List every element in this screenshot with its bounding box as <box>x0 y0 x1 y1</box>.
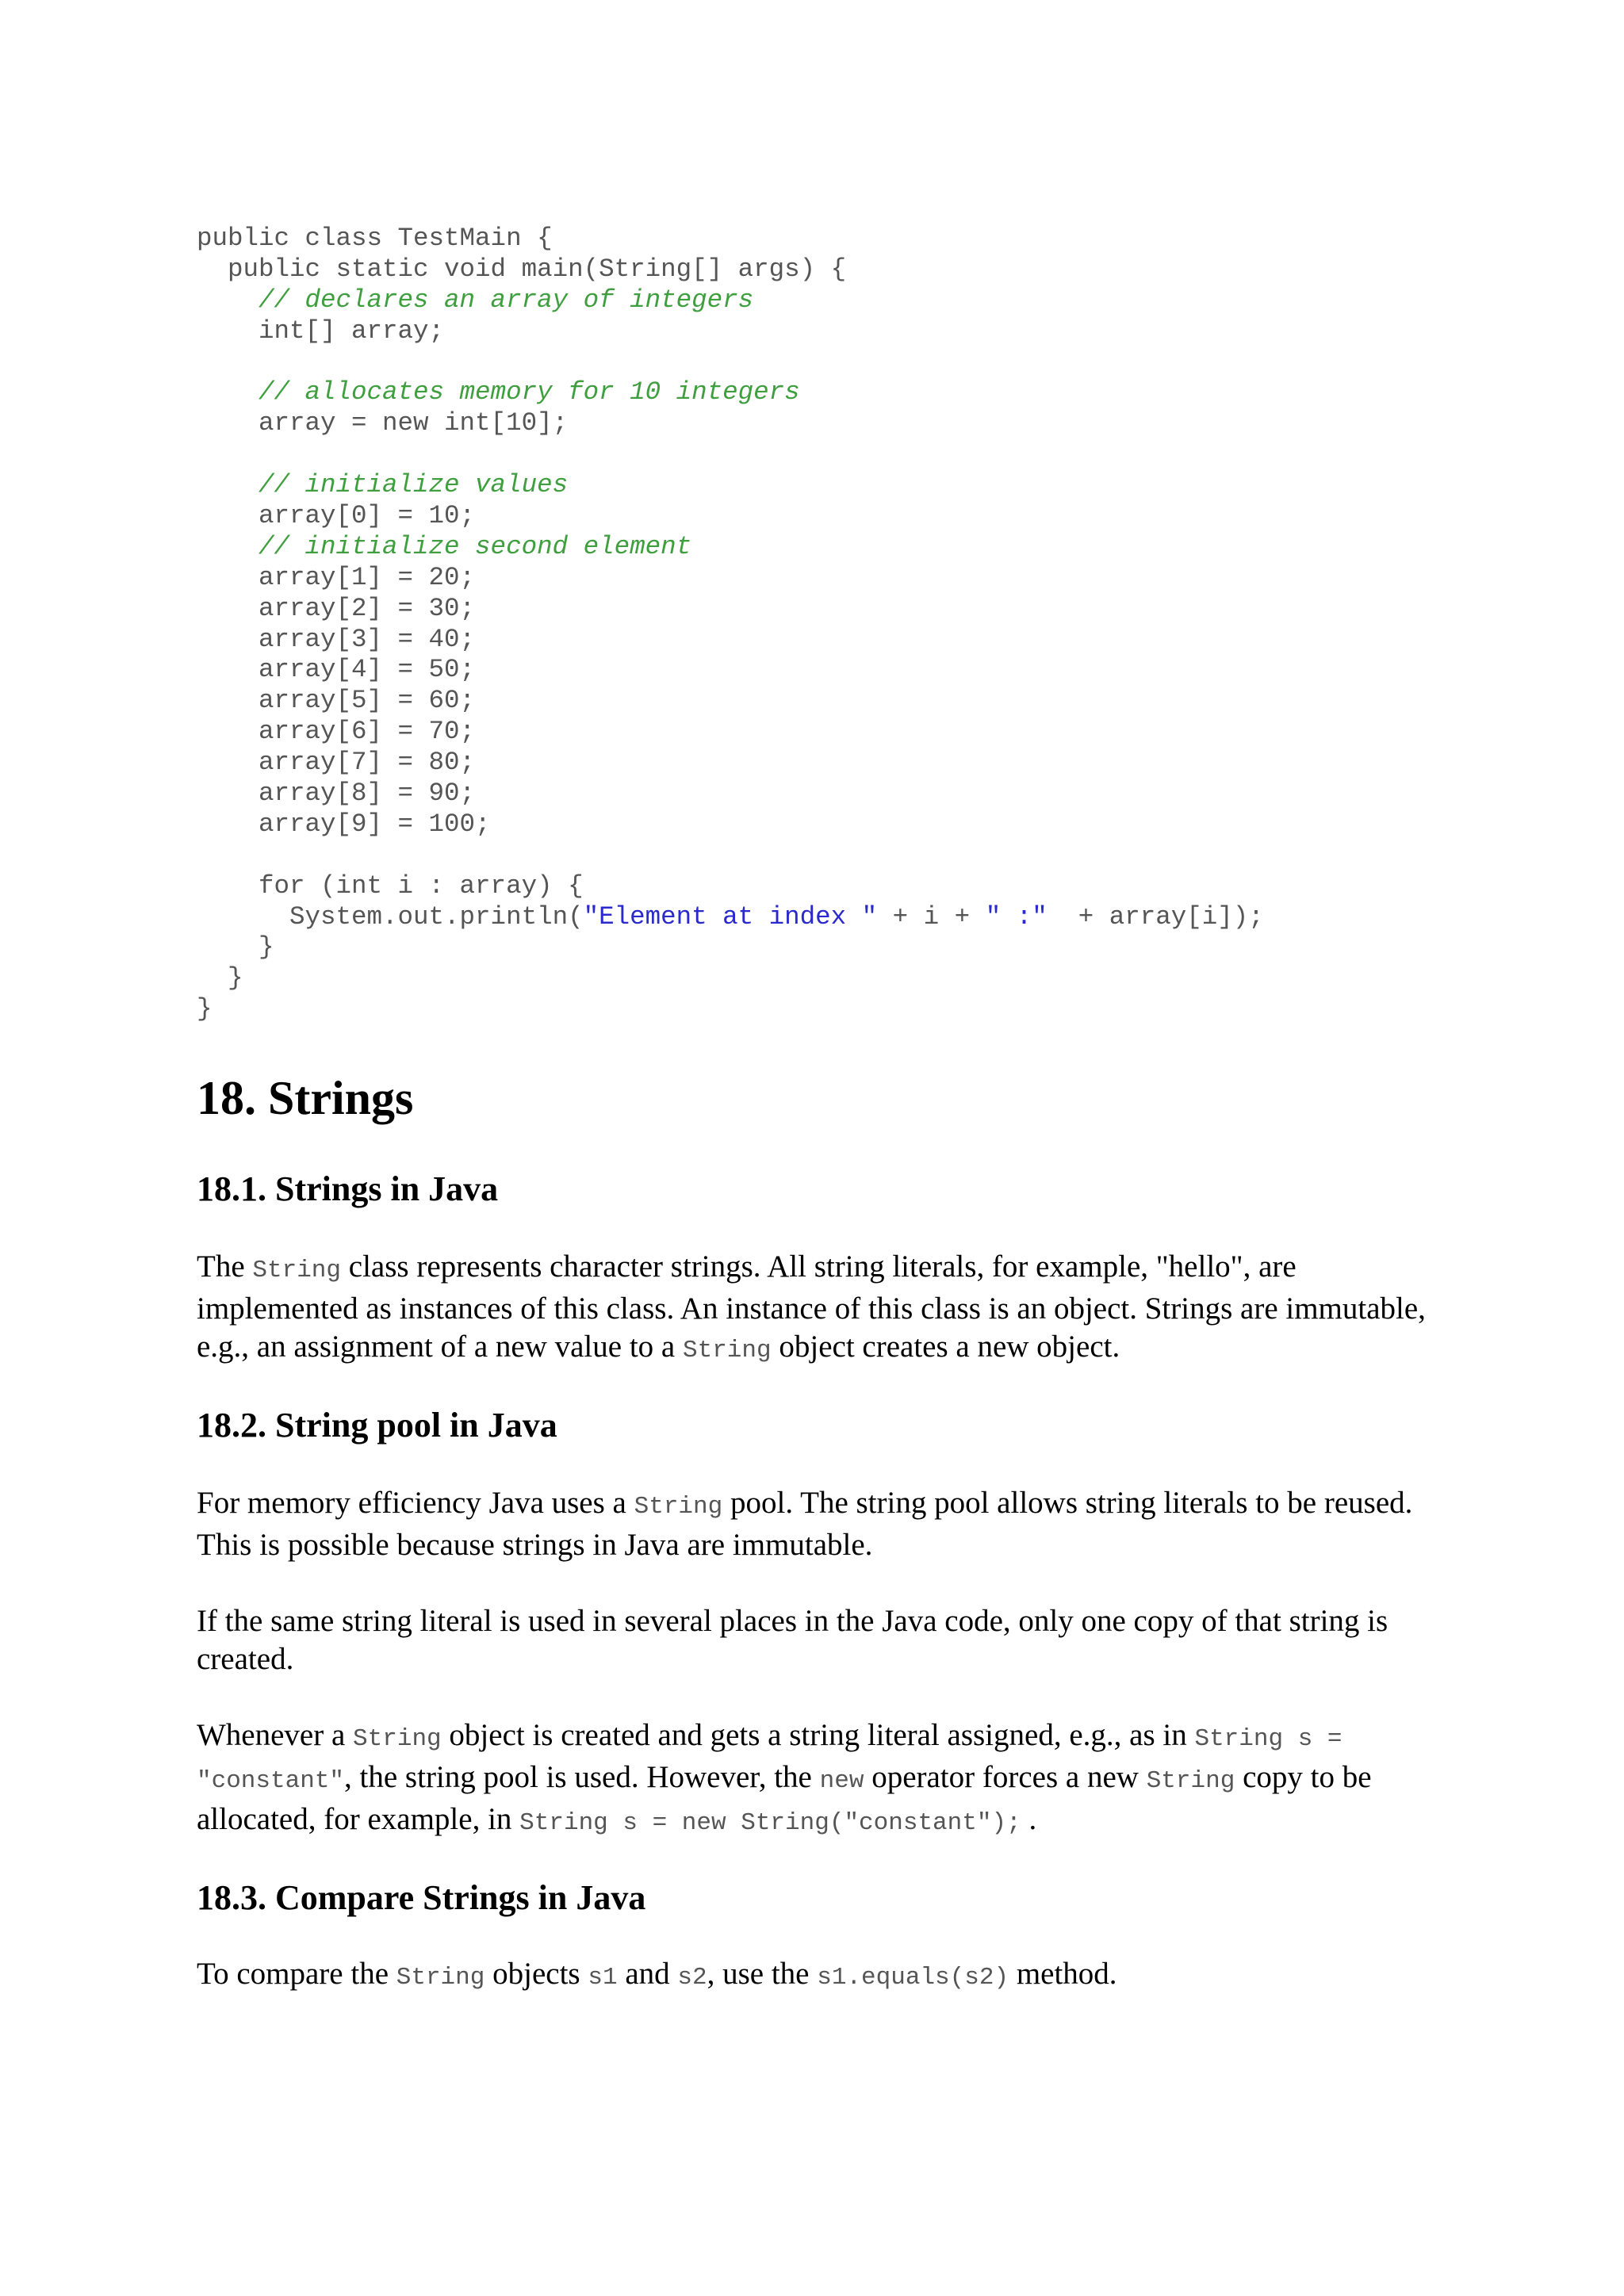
code-line <box>197 686 1264 717</box>
inline-code: String <box>353 1725 442 1753</box>
text-run: . <box>1021 1802 1037 1836</box>
code-text: } <box>197 932 274 962</box>
inline-code: String s = new String("constant"); <box>519 1809 1021 1837</box>
code-comment: // initialize values <box>197 470 569 500</box>
code-text: array[6] = 70; <box>197 717 476 747</box>
text-run: class represents character strings. All string literals, for example, "hello", are implemented as instances of this class. An instance of this class is an object. Strings are immutable, e.g., an assignment of a new value to a <box>197 1249 1426 1364</box>
code-line <box>197 748 1264 779</box>
inline-code: s2 <box>677 1964 707 1992</box>
code-line <box>197 840 1264 871</box>
text-run: object creates a new object. <box>771 1330 1120 1364</box>
code-text: array[4] = 50; <box>197 655 476 685</box>
section-paragraph <box>197 1955 1434 1997</box>
text-run: pool. The string pool allows string literals to be reused. This is possible because strings in Java are immutable. <box>197 1486 1413 1562</box>
code-text: public static void main(String[] args) { <box>197 254 847 284</box>
inline-code: String <box>1146 1767 1235 1795</box>
code-text: array = new int[10]; <box>197 408 569 438</box>
code-line <box>197 347 1264 378</box>
section-paragraph <box>197 1602 1434 1678</box>
text-run: For memory efficiency Java uses a <box>197 1486 634 1520</box>
code-text: array[1] = 20; <box>197 562 476 592</box>
inline-code: String <box>252 1257 342 1284</box>
inline-code: s1.equals(s2) <box>817 1964 1009 1992</box>
section-paragraph <box>197 1248 1434 1370</box>
section-heading-compare-strings: 18.3. Compare Strings in Java <box>197 1878 646 1917</box>
text-run: , use the <box>707 1957 818 1991</box>
code-line <box>197 932 1264 963</box>
code-line <box>197 501 1264 532</box>
inline-code: String <box>634 1493 723 1521</box>
code-text: array[8] = 90; <box>197 779 476 809</box>
code-line <box>197 594 1264 625</box>
section-heading-strings-in-java: 18.1. Strings in Java <box>197 1169 499 1208</box>
chapter-title: 18. Strings <box>197 1072 414 1124</box>
inline-code: new <box>819 1767 864 1795</box>
text-run: The <box>197 1249 253 1284</box>
code-line <box>197 871 1264 902</box>
code-line <box>197 224 1264 254</box>
code-line <box>197 994 1264 1025</box>
text-run: To compare the <box>197 1957 396 1991</box>
code-line <box>197 532 1264 563</box>
text-run: , the string pool is used. However, the <box>344 1760 820 1794</box>
code-line <box>197 439 1264 470</box>
text-run: If the same string literal is used in several places in the Java code, only one copy of that string is created. <box>197 1604 1388 1676</box>
text-run: Whenever a <box>197 1718 354 1752</box>
code-text: + array[i]); <box>1047 901 1264 932</box>
code-line <box>197 470 1264 501</box>
section-paragraph <box>197 1484 1434 1564</box>
code-line <box>197 717 1264 748</box>
code-comment: // declares an array of integers <box>197 285 754 315</box>
java-code-block <box>197 224 1264 1025</box>
code-text: array[3] = 40; <box>197 624 476 654</box>
text-run: object is created and gets a string literal assigned, e.g., as in <box>441 1718 1195 1752</box>
inline-code: String <box>682 1337 772 1364</box>
text-run: operator forces a new <box>864 1760 1147 1794</box>
code-line <box>197 408 1264 439</box>
code-text: array[5] = 60; <box>197 686 476 716</box>
code-text: int[] array; <box>197 316 445 346</box>
inline-code: s1 <box>588 1964 618 1992</box>
code-line <box>197 254 1264 285</box>
code-line <box>197 625 1264 656</box>
text-run: copy to be allocated, for example, in <box>197 1760 1372 1836</box>
code-text: array[0] = 10; <box>197 501 476 531</box>
code-text: System.out.println( <box>197 901 584 932</box>
code-text: } <box>197 963 243 993</box>
section-heading-string-pool: 18.2. String pool in Java <box>197 1406 557 1445</box>
code-line <box>197 316 1264 347</box>
code-string-literal: " :" <box>985 901 1048 932</box>
code-line <box>197 779 1264 809</box>
code-line <box>197 902 1264 933</box>
code-line <box>197 285 1264 316</box>
code-text: public class TestMain { <box>197 224 553 253</box>
code-line <box>197 377 1264 408</box>
code-string-literal: "Element at index " <box>583 901 878 932</box>
code-text: for (int i : array) { <box>197 871 584 901</box>
code-text: + i + <box>877 901 986 932</box>
document-content <box>197 1062 1434 1997</box>
code-line <box>197 655 1264 686</box>
text-run: and <box>617 1957 678 1991</box>
inline-code: String <box>396 1964 485 1992</box>
code-line <box>197 563 1264 594</box>
section-paragraph <box>197 1716 1434 1843</box>
code-text: array[2] = 30; <box>197 593 476 623</box>
code-text: array[9] = 100; <box>197 809 491 839</box>
inline-code: String s = "constant" <box>197 1725 1342 1795</box>
text-run: method. <box>1009 1957 1117 1991</box>
text-run: objects <box>485 1957 588 1991</box>
code-text: } <box>197 994 213 1024</box>
code-comment: // allocates memory for 10 integers <box>197 377 800 408</box>
code-line <box>197 963 1264 994</box>
code-line <box>197 809 1264 840</box>
code-text: array[7] = 80; <box>197 748 476 778</box>
code-comment: // initialize second element <box>197 531 692 561</box>
